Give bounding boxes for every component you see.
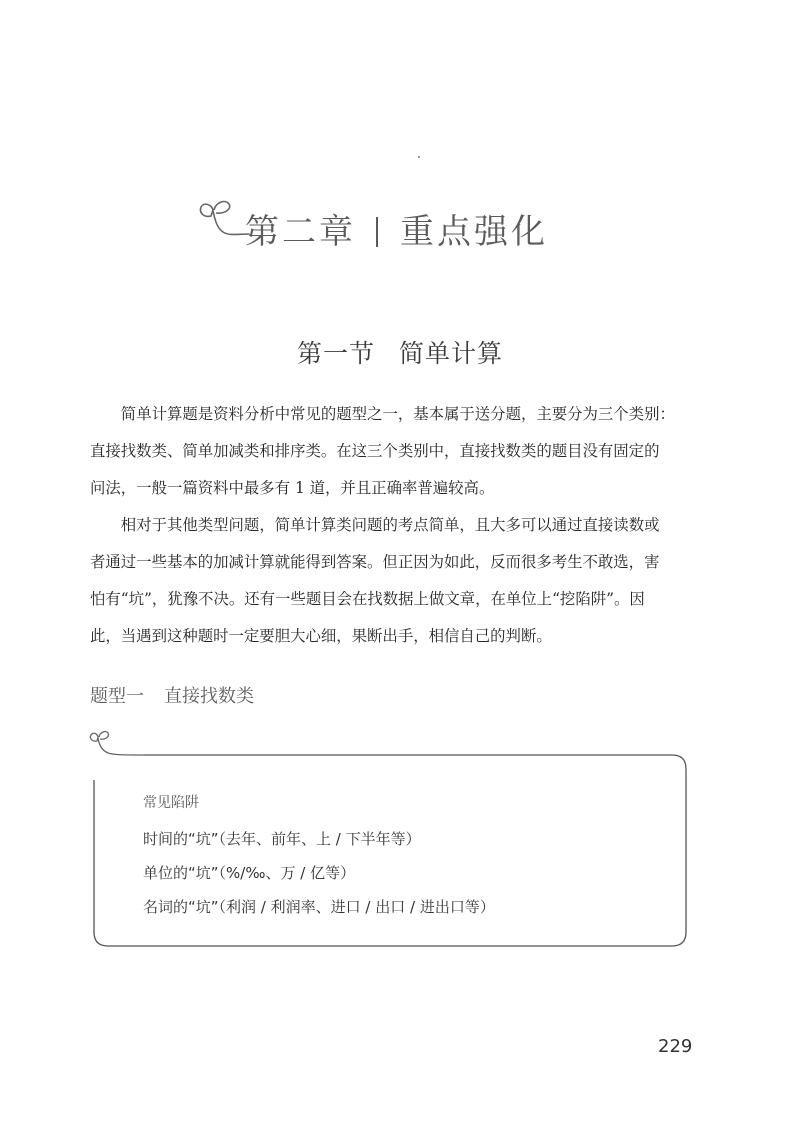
paragraph-2-line-3: 怕有“坑”，犹豫不决。还有一些题目会在找数据上做文章，在单位上“挖陷阱”。因 [90, 590, 645, 608]
paragraph-1-line-2: 直接找数类、简单加减类和排序类。在这三个类别中，直接找数类的题目没有固定的 [90, 442, 660, 460]
box-item-time: 时间的“坑”（去年、前年、上 / 下半年等） [143, 830, 421, 848]
paragraph-1-line-3: 问法，一般一篇资料中最多有 1 道，并且正确率普遍较高。 [90, 479, 495, 497]
pitfall-box-content [143, 792, 495, 924]
page-number: 229 [658, 1036, 693, 1057]
topic-name: 直接找数类 [164, 686, 254, 707]
paragraph-2-line-4: 此，当遇到这种题时一定要胆大心细，果断出手，相信自己的判断。 [90, 627, 552, 645]
title-separator [376, 217, 378, 247]
chapter-title [245, 210, 548, 254]
paragraph-1-line-1: 简单计算题是资料分析中常见的题型之一，基本属于送分题，主要分为三个类别： [120, 405, 675, 423]
box-heading: 常见陷阱 [143, 795, 199, 811]
chapter-number: 第二章 [245, 212, 356, 252]
section-title [0, 334, 800, 370]
box-item-noun: 名词的“坑”（利润 / 利润率、进口 / 出口 / 进出口等） [143, 898, 495, 916]
paragraph-2-line-1: 相对于其他类型问题，简单计算类问题的考点简单，且大多可以通过直接读数或 [120, 516, 660, 534]
chapter-header [195, 196, 555, 266]
chapter-name: 重点强化 [400, 212, 548, 252]
topic-number: 题型一 [90, 686, 144, 707]
topic-title [90, 682, 254, 708]
section-number: 第一节 [296, 339, 375, 368]
sprout-icon [90, 732, 144, 755]
box-item-unit: 单位的“坑”（%/‰、万 / 亿等） [143, 864, 356, 882]
body-text [90, 396, 702, 655]
paragraph-2-line-2: 者通过一些基本的加减计算就能得到答案。但正因为如此，反而很多考生不敢选，害 [90, 553, 660, 571]
section-name: 简单计算 [399, 339, 504, 368]
scan-speck [418, 156, 420, 158]
